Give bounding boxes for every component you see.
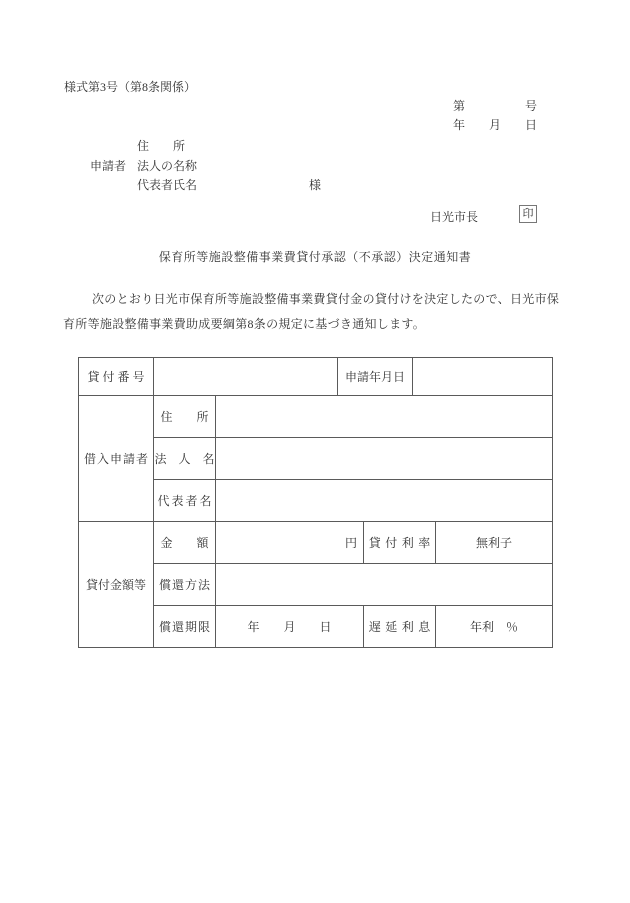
repayment-method-value: [216, 564, 553, 606]
loan-number-value: [154, 358, 338, 396]
applicant-corporation-label: 法人の名称: [137, 159, 198, 173]
borrower-representative-label: 代表者名: [154, 480, 216, 522]
repayment-deadline-label: 償還期限: [154, 606, 216, 648]
borrower-group-label: 借入申請者: [79, 396, 154, 522]
body-paragraph-line-2: 育所等施設整備事業費助成要綱第8条の規定に基づき通知します。: [63, 317, 426, 331]
seal-stamp-icon: 印: [519, 205, 537, 223]
table-row: [79, 358, 553, 396]
late-interest-value: 年利 ％: [436, 606, 553, 648]
borrower-corporation-value: [216, 438, 553, 480]
interest-rate-value: 無利子: [436, 522, 553, 564]
borrower-address-value: [216, 396, 553, 438]
applicant-role-label: 申請者: [90, 159, 127, 173]
borrower-address-label: 住 所: [154, 396, 216, 438]
amount-label: 金 額: [154, 522, 216, 564]
application-date-value: [413, 358, 553, 396]
borrower-corporation-label: 法 人 名: [154, 438, 216, 480]
loan-number-label: 貸付番号: [79, 358, 154, 396]
loan-amount-group-label: 貸付金額等: [79, 522, 154, 648]
loan-decision-table: [78, 357, 553, 648]
form-number: 様式第3号（第8条関係）: [64, 80, 197, 94]
body-paragraph-line-1: 次のとおり日光市保育所等施設整備事業費貸付金の貸付けを決定したので、日光市保: [92, 292, 560, 306]
application-date-label: 申請年月日: [338, 358, 413, 396]
applicant-representative-label: 代表者氏名: [137, 178, 198, 192]
applicant-address-label: 住 所: [137, 139, 186, 153]
honorific-sama: 様: [309, 178, 322, 192]
date-line: 年 月 日: [453, 118, 538, 132]
table-row: [79, 522, 553, 564]
borrower-representative-value: [216, 480, 553, 522]
repayment-method-label: 償還方法: [154, 564, 216, 606]
amount-unit: 円: [216, 522, 364, 564]
interest-rate-label: 貸付利率: [364, 522, 436, 564]
late-interest-label: 遅延利息: [364, 606, 436, 648]
document-title: 保育所等施設整備事業費貸付承認（不承認）決定通知書: [158, 250, 472, 264]
table-row: [79, 396, 553, 438]
repayment-deadline-value: 年 月 日: [216, 606, 364, 648]
issuer-mayor-name: 日光市長: [430, 210, 479, 224]
doc-number-line: 第 号: [453, 99, 538, 113]
